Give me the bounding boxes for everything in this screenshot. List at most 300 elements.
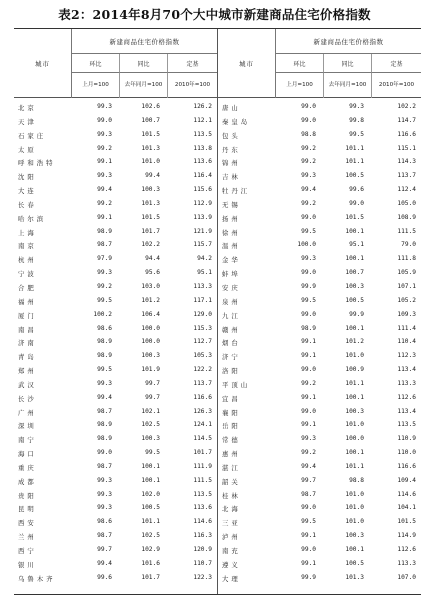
city-name: 深圳	[18, 422, 37, 431]
yoy-value: 99.3	[349, 103, 364, 110]
table-row	[14, 101, 217, 115]
fixed-base-value: 109.4	[397, 476, 416, 484]
table-row	[14, 489, 217, 503]
yoy-value: 101.0	[345, 421, 364, 429]
yoy-value: 101.1	[345, 462, 364, 470]
mom-value: 98.7	[97, 241, 112, 249]
table-row	[14, 447, 217, 461]
city-name: 北京	[18, 104, 37, 112]
fixed-base-value: 112.6	[397, 393, 416, 401]
yoy-value: 99.7	[145, 379, 160, 387]
table-row	[14, 295, 217, 309]
header-fixed: 定基	[372, 54, 421, 73]
table-row	[218, 129, 421, 143]
table-row	[14, 267, 217, 281]
city-name: 泸州	[222, 533, 241, 542]
fixed-base-value: 112.3	[397, 352, 416, 360]
yoy-value: 101.1	[345, 144, 364, 152]
table-row	[14, 572, 217, 586]
city-name: 武汉	[18, 380, 37, 389]
table-row	[218, 489, 421, 503]
yoy-value: 99.6	[349, 186, 364, 194]
city-name: 长沙	[18, 394, 37, 403]
city-name: 济宁	[222, 353, 241, 362]
yoy-value: 106.4	[141, 310, 160, 318]
mom-value: 98.9	[97, 338, 112, 346]
mom-value: 99.5	[97, 296, 112, 304]
mom-value: 99.1	[97, 158, 112, 166]
header-base-mom: 上月=100	[72, 73, 120, 98]
mom-value: 99.5	[301, 518, 316, 526]
yoy-value: 101.1	[345, 379, 364, 387]
fixed-base-value: 104.1	[397, 504, 416, 512]
mom-value: 99.2	[301, 158, 316, 166]
table-row	[218, 378, 421, 392]
table-row	[14, 253, 217, 267]
yoy-value: 100.1	[345, 255, 364, 263]
city-name: 沈阳	[18, 173, 37, 182]
city-name: 昆明	[18, 505, 37, 514]
yoy-value: 102.2	[141, 241, 160, 249]
table-row	[218, 212, 421, 226]
table-row	[218, 170, 421, 184]
table-row	[14, 336, 217, 350]
fixed-base-value: 112.9	[193, 199, 212, 207]
mom-value: 99.2	[97, 282, 112, 290]
city-name: 长春	[18, 200, 37, 209]
fixed-base-value: 116.4	[193, 172, 212, 180]
city-name: 重庆	[18, 463, 37, 472]
city-name: 太原	[18, 145, 37, 154]
header-city: 城市	[218, 29, 276, 98]
yoy-value: 99.7	[145, 393, 160, 401]
header-base-fixed: 2010年=100	[174, 82, 211, 88]
city-name: 兰州	[18, 533, 37, 542]
mom-value: 99.3	[301, 255, 316, 263]
table-row	[14, 406, 217, 420]
city-name: 西安	[18, 519, 37, 528]
table-row	[14, 530, 217, 544]
fixed-base-value: 105.2	[397, 296, 416, 304]
table-right-half	[218, 29, 421, 594]
mom-value: 100.2	[93, 310, 112, 318]
city-name: 哈尔滨	[18, 214, 47, 223]
city-name: 桂林	[222, 491, 241, 500]
yoy-value: 100.5	[345, 172, 364, 180]
table-title: 表2：2014年8月70个大中城市新建商品住宅价格指数	[58, 7, 371, 22]
mom-value: 99.0	[97, 449, 112, 457]
yoy-value: 101.6	[141, 559, 160, 567]
mom-value: 99.2	[97, 144, 112, 152]
fixed-base-value: 110.0	[397, 449, 416, 457]
yoy-value: 99.4	[145, 172, 160, 180]
mom-value: 99.5	[301, 227, 316, 235]
table-row	[218, 281, 421, 295]
mom-value: 99.1	[301, 559, 316, 567]
mom-value: 99.2	[301, 199, 316, 207]
yoy-value: 101.3	[345, 573, 364, 581]
city-name: 烟台	[222, 339, 241, 348]
table-row	[218, 516, 421, 530]
table-row	[218, 253, 421, 267]
yoy-value: 102.5	[141, 532, 160, 540]
fixed-base-value: 95.1	[197, 269, 212, 277]
table-row	[218, 101, 421, 115]
mom-value: 99.0	[301, 116, 316, 124]
fixed-base-value: 122.3	[193, 573, 212, 581]
table-row	[14, 323, 217, 337]
table-row	[218, 156, 421, 170]
yoy-value: 101.5	[141, 213, 160, 221]
fixed-base-value: 113.5	[193, 130, 212, 138]
yoy-value: 98.8	[349, 476, 364, 484]
fixed-base-value: 112.1	[193, 116, 212, 124]
mom-value: 99.0	[301, 213, 316, 221]
city-name: 湛江	[222, 463, 241, 472]
yoy-value: 94.4	[145, 255, 160, 263]
yoy-value: 100.5	[141, 504, 160, 512]
table-row	[14, 502, 217, 516]
mom-value: 99.0	[301, 504, 316, 512]
city-name: 金华	[222, 256, 241, 265]
mom-value: 99.0	[97, 116, 112, 124]
yoy-value: 100.5	[345, 296, 364, 304]
city-name: 杭州	[18, 256, 37, 265]
city-name: 北海	[222, 505, 241, 514]
table-row	[218, 530, 421, 544]
mom-value: 98.7	[97, 532, 112, 540]
table-row	[14, 212, 217, 226]
fixed-base-value: 129.0	[193, 310, 212, 318]
table-row	[14, 226, 217, 240]
table-row	[218, 447, 421, 461]
table-row	[218, 309, 421, 323]
fixed-base-value: 126.3	[193, 407, 212, 415]
yoy-value: 101.0	[345, 504, 364, 512]
table-row	[218, 184, 421, 198]
city-name: 牡丹江	[222, 187, 251, 196]
table-row	[218, 336, 421, 350]
yoy-value: 101.0	[345, 490, 364, 498]
table-row	[14, 392, 217, 406]
mom-value: 99.2	[301, 379, 316, 387]
table-row	[218, 419, 421, 433]
fixed-base-value: 113.6	[193, 504, 212, 512]
city-name: 安庆	[222, 283, 241, 292]
fixed-base-value: 113.6	[193, 158, 212, 166]
yoy-value: 100.1	[141, 476, 160, 484]
yoy-value: 100.1	[141, 462, 160, 470]
table-header-right	[218, 29, 421, 98]
fixed-base-value: 113.8	[193, 144, 212, 152]
table-row	[218, 475, 421, 489]
mom-value: 98.7	[97, 462, 112, 470]
fixed-base-value: 108.9	[397, 213, 416, 221]
fixed-base-value: 112.6	[397, 546, 416, 553]
fixed-base-value: 111.5	[397, 227, 416, 235]
table-row	[14, 143, 217, 157]
city-name: 襄阳	[222, 408, 241, 417]
header-base-yoy: 去年同月=100	[324, 73, 372, 98]
city-name: 银川	[18, 560, 37, 569]
city-name: 青岛	[18, 353, 37, 362]
city-name: 南宁	[18, 436, 37, 445]
city-name: 泉州	[222, 297, 241, 306]
table-row	[14, 115, 217, 129]
fixed-base-value: 116.6	[193, 393, 212, 401]
table-row	[14, 378, 217, 392]
mom-value: 99.5	[301, 296, 316, 304]
fixed-base-value: 113.5	[193, 490, 212, 498]
mom-value: 99.4	[97, 186, 112, 194]
yoy-value: 99.5	[349, 130, 364, 138]
table-body-right	[218, 101, 421, 586]
city-name: 包头	[222, 131, 241, 140]
mom-value: 98.7	[97, 407, 112, 415]
table-row	[218, 350, 421, 364]
mom-value: 99.1	[301, 532, 316, 540]
mom-value: 99.9	[301, 282, 316, 290]
mom-value: 100.0	[297, 241, 316, 249]
yoy-value: 100.3	[141, 352, 160, 360]
fixed-base-value: 112.4	[397, 186, 416, 194]
city-name: 郑州	[18, 367, 37, 376]
fixed-base-value: 124.1	[193, 421, 212, 429]
city-name: 徐州	[222, 228, 241, 237]
mom-value: 98.7	[301, 490, 316, 498]
table-row	[218, 364, 421, 378]
yoy-value: 101.7	[141, 573, 160, 581]
yoy-value: 102.6	[141, 103, 160, 110]
fixed-base-value: 114.6	[193, 518, 212, 526]
yoy-value: 100.0	[141, 338, 160, 346]
fixed-base-value: 111.9	[193, 462, 212, 470]
mom-value: 99.3	[97, 379, 112, 387]
mom-value: 99.0	[301, 366, 316, 374]
table-row	[14, 170, 217, 184]
yoy-value: 101.0	[345, 352, 364, 360]
yoy-value: 100.9	[345, 366, 364, 374]
fixed-base-value: 114.7	[397, 116, 416, 124]
city-name: 南京	[18, 242, 37, 251]
city-name: 石家庄	[18, 131, 47, 140]
fixed-base-value: 113.7	[397, 172, 416, 180]
table-row	[14, 364, 217, 378]
yoy-value: 100.1	[345, 449, 364, 457]
yoy-value: 101.2	[141, 296, 160, 304]
yoy-value: 101.0	[345, 518, 364, 526]
mom-value: 99.6	[97, 573, 112, 581]
fixed-base-value: 113.7	[193, 379, 212, 387]
city-name: 上海	[18, 228, 37, 237]
mom-value: 99.3	[301, 172, 316, 180]
header-yoy: 同比	[324, 54, 372, 73]
price-index-table	[14, 28, 421, 595]
mom-value: 99.0	[301, 407, 316, 415]
city-name: 南充	[222, 547, 241, 555]
mom-value: 99.3	[97, 504, 112, 512]
city-name: 乌鲁木齐	[18, 574, 56, 583]
city-name: 遵义	[222, 560, 241, 569]
table-row	[218, 226, 421, 240]
fixed-base-value: 101.5	[397, 518, 416, 526]
table-row	[14, 558, 217, 572]
table-row	[218, 502, 421, 516]
mom-value: 99.3	[97, 476, 112, 484]
yoy-value: 101.3	[141, 199, 160, 207]
mom-value: 99.0	[301, 103, 316, 110]
mom-value: 99.4	[301, 186, 316, 194]
table-row	[218, 115, 421, 129]
mom-value: 98.9	[97, 352, 112, 360]
table-row	[218, 392, 421, 406]
mom-value: 99.5	[97, 366, 112, 374]
city-name: 常德	[222, 436, 241, 445]
mom-value: 99.4	[301, 462, 316, 470]
yoy-value: 100.3	[345, 407, 364, 415]
yoy-value: 101.5	[141, 130, 160, 138]
table-row	[218, 544, 421, 558]
yoy-value: 100.3	[345, 282, 364, 290]
fixed-base-value: 115.1	[397, 144, 416, 152]
city-name: 锦州	[222, 159, 241, 168]
mom-value: 98.9	[301, 324, 316, 332]
fixed-base-value: 122.2	[193, 366, 212, 374]
city-name: 扬州	[222, 214, 241, 223]
table-row	[218, 558, 421, 572]
mom-value: 98.6	[97, 324, 112, 332]
city-name: 济南	[18, 339, 37, 348]
table-row	[14, 156, 217, 170]
city-name: 岳阳	[222, 422, 241, 431]
table-row	[218, 406, 421, 420]
mom-value: 99.1	[301, 352, 316, 360]
mom-value: 99.2	[301, 144, 316, 152]
mom-value: 98.9	[97, 227, 112, 235]
city-name: 温州	[222, 242, 241, 251]
table-row	[14, 198, 217, 212]
city-name: 贵阳	[18, 491, 37, 500]
yoy-value: 101.5	[345, 213, 364, 221]
table-row	[14, 544, 217, 558]
fixed-base-value: 114.6	[397, 490, 416, 498]
mom-value: 99.2	[97, 199, 112, 207]
table-row	[218, 572, 421, 586]
fixed-base-value: 105.3	[193, 352, 212, 360]
yoy-value: 102.9	[141, 546, 160, 553]
fixed-base-value: 120.9	[193, 546, 212, 553]
yoy-value: 95.6	[145, 269, 160, 277]
mom-value: 99.4	[97, 559, 112, 567]
fixed-base-value: 112.7	[193, 338, 212, 346]
city-name: 大理	[222, 574, 241, 583]
table-row	[14, 350, 217, 364]
header-fixed: 定基	[168, 54, 217, 73]
yoy-value: 100.0	[141, 324, 160, 332]
table-row	[14, 129, 217, 143]
yoy-value: 99.8	[349, 116, 364, 124]
yoy-value: 101.9	[141, 366, 160, 374]
city-name: 广州	[18, 408, 37, 417]
table-row	[14, 516, 217, 530]
mom-value: 99.7	[97, 546, 112, 553]
mom-value: 99.3	[97, 172, 112, 180]
fixed-base-value: 107.1	[397, 282, 416, 290]
city-name: 厦门	[18, 311, 37, 320]
city-name: 唐山	[222, 104, 241, 112]
mom-value: 99.1	[301, 338, 316, 346]
mom-value: 99.0	[301, 546, 316, 553]
fixed-base-value: 115.6	[193, 186, 212, 194]
fixed-base-value: 113.9	[193, 213, 212, 221]
fixed-base-value: 113.4	[397, 407, 416, 415]
table-row	[14, 239, 217, 253]
mom-value: 99.3	[97, 103, 112, 110]
table-row	[218, 239, 421, 253]
yoy-value: 100.1	[345, 227, 364, 235]
yoy-value: 100.3	[345, 532, 364, 540]
mom-value: 99.1	[301, 393, 316, 401]
yoy-value: 100.1	[345, 324, 364, 332]
fixed-base-value: 94.2	[197, 255, 212, 263]
fixed-base-value: 111.4	[397, 324, 416, 332]
table-header-left	[14, 29, 217, 98]
mom-value: 99.3	[97, 269, 112, 277]
mom-value: 98.6	[97, 518, 112, 526]
yoy-value: 100.7	[345, 269, 364, 277]
city-name: 秦皇岛	[222, 117, 251, 126]
yoy-value: 101.2	[345, 338, 364, 346]
mom-value: 99.7	[301, 476, 316, 484]
fixed-base-value: 113.4	[397, 366, 416, 374]
yoy-value: 99.0	[349, 199, 364, 207]
yoy-value: 100.0	[345, 435, 364, 443]
yoy-value: 100.1	[345, 546, 364, 553]
fixed-base-value: 117.1	[193, 296, 212, 304]
city-name: 西宁	[18, 547, 37, 555]
yoy-value: 101.1	[141, 518, 160, 526]
fixed-base-value: 110.9	[397, 435, 416, 443]
header-mom: 环比	[276, 54, 324, 73]
table-row	[14, 475, 217, 489]
city-name: 韶关	[222, 477, 241, 486]
header-yoy: 同比	[120, 54, 168, 73]
header-group: 新建商品住宅价格指数	[72, 29, 217, 54]
yoy-value: 101.0	[141, 158, 160, 166]
fixed-base-value: 126.2	[193, 103, 212, 110]
mom-value: 99.3	[97, 490, 112, 498]
yoy-value: 99.9	[349, 310, 364, 318]
table-row	[218, 267, 421, 281]
fixed-base-value: 113.3	[397, 379, 416, 387]
city-name: 呼和浩特	[18, 159, 56, 168]
yoy-value: 101.3	[141, 144, 160, 152]
fixed-base-value: 109.3	[397, 310, 416, 318]
city-name: 吉林	[222, 173, 241, 182]
mom-value: 98.9	[97, 435, 112, 443]
mom-value: 99.2	[301, 449, 316, 457]
mom-value: 99.9	[301, 573, 316, 581]
yoy-value: 102.5	[141, 421, 160, 429]
mom-value: 98.9	[97, 421, 112, 429]
yoy-value: 100.3	[141, 186, 160, 194]
fixed-base-value: 101.7	[193, 449, 212, 457]
yoy-value: 101.7	[141, 227, 160, 235]
city-name: 蚌埠	[222, 270, 241, 279]
table-row	[218, 433, 421, 447]
table-row	[14, 433, 217, 447]
city-name: 大连	[18, 187, 37, 196]
